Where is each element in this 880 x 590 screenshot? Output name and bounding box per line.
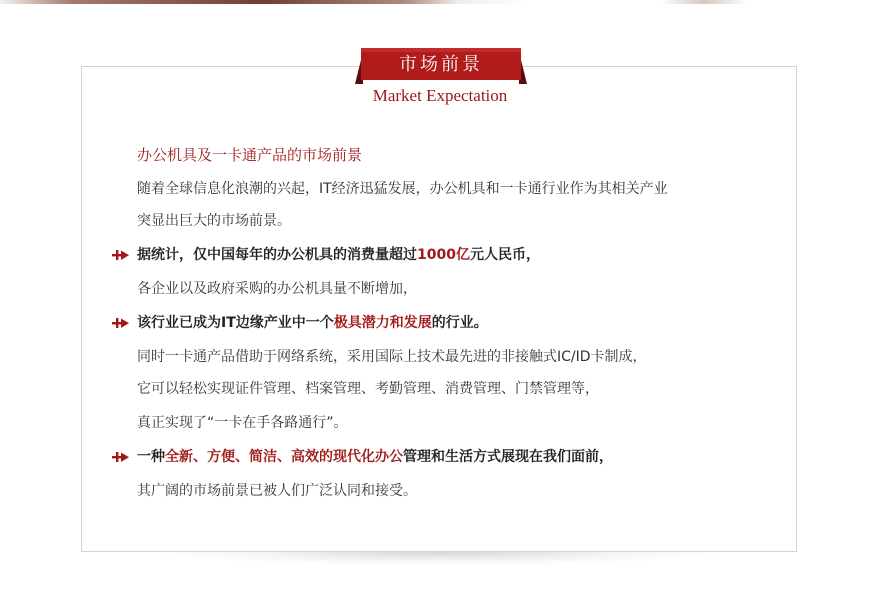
- paragraph-line: 同时一卡通产品借助于网络系统，采用国际上技术最先进的非接触式IC/ID卡制成，: [137, 349, 647, 365]
- paragraph-line: 突显出巨大的市场前景。: [137, 213, 291, 229]
- arrow-right-icon: [112, 451, 130, 463]
- content-panel: [81, 66, 797, 552]
- highlight-text: 1000亿: [417, 247, 470, 263]
- top-decorative-strip: [0, 0, 880, 4]
- bullet-item: 一种全新、方便、简洁、高效的现代化办公管理和生活方式展现在我们面前，: [137, 449, 613, 465]
- paragraph-line: 它可以轻松实现证件管理、档案管理、考勤管理、消费管理、门禁管理等，: [137, 381, 599, 397]
- arrow-right-icon: [112, 249, 130, 261]
- paragraph-line: 其广阔的市场前景已被人们广泛认同和接受。: [137, 483, 417, 499]
- paragraph-line: 各企业以及政府采购的办公机具量不断增加，: [137, 281, 417, 297]
- paragraph-line: 随着全球信息化浪潮的兴起，IT经济迅猛发展，办公机具和一卡通行业作为其相关产业: [137, 181, 668, 197]
- panel-shadow: [150, 552, 730, 566]
- section-title: 市场前景: [399, 54, 483, 75]
- bullet-item: 据统计，仅中国每年的办公机具的消费量超过1000亿元人民币，: [137, 247, 540, 263]
- paragraph-line: 真正实现了“一卡在手各路通行”。: [137, 415, 348, 431]
- bullet-item: 该行业已成为IT边缘产业中一个极具潜力和发展的行业。: [137, 315, 488, 331]
- section-subtitle: Market Expectation: [372, 86, 508, 105]
- title-banner: [355, 48, 527, 84]
- highlight-text: 全新、方便、简洁、高效的现代化办公: [165, 449, 403, 465]
- highlight-text: 极具潜力和发展: [333, 315, 432, 331]
- content-heading: 办公机具及一卡通产品的市场前景: [137, 146, 363, 164]
- arrow-right-icon: [112, 317, 130, 329]
